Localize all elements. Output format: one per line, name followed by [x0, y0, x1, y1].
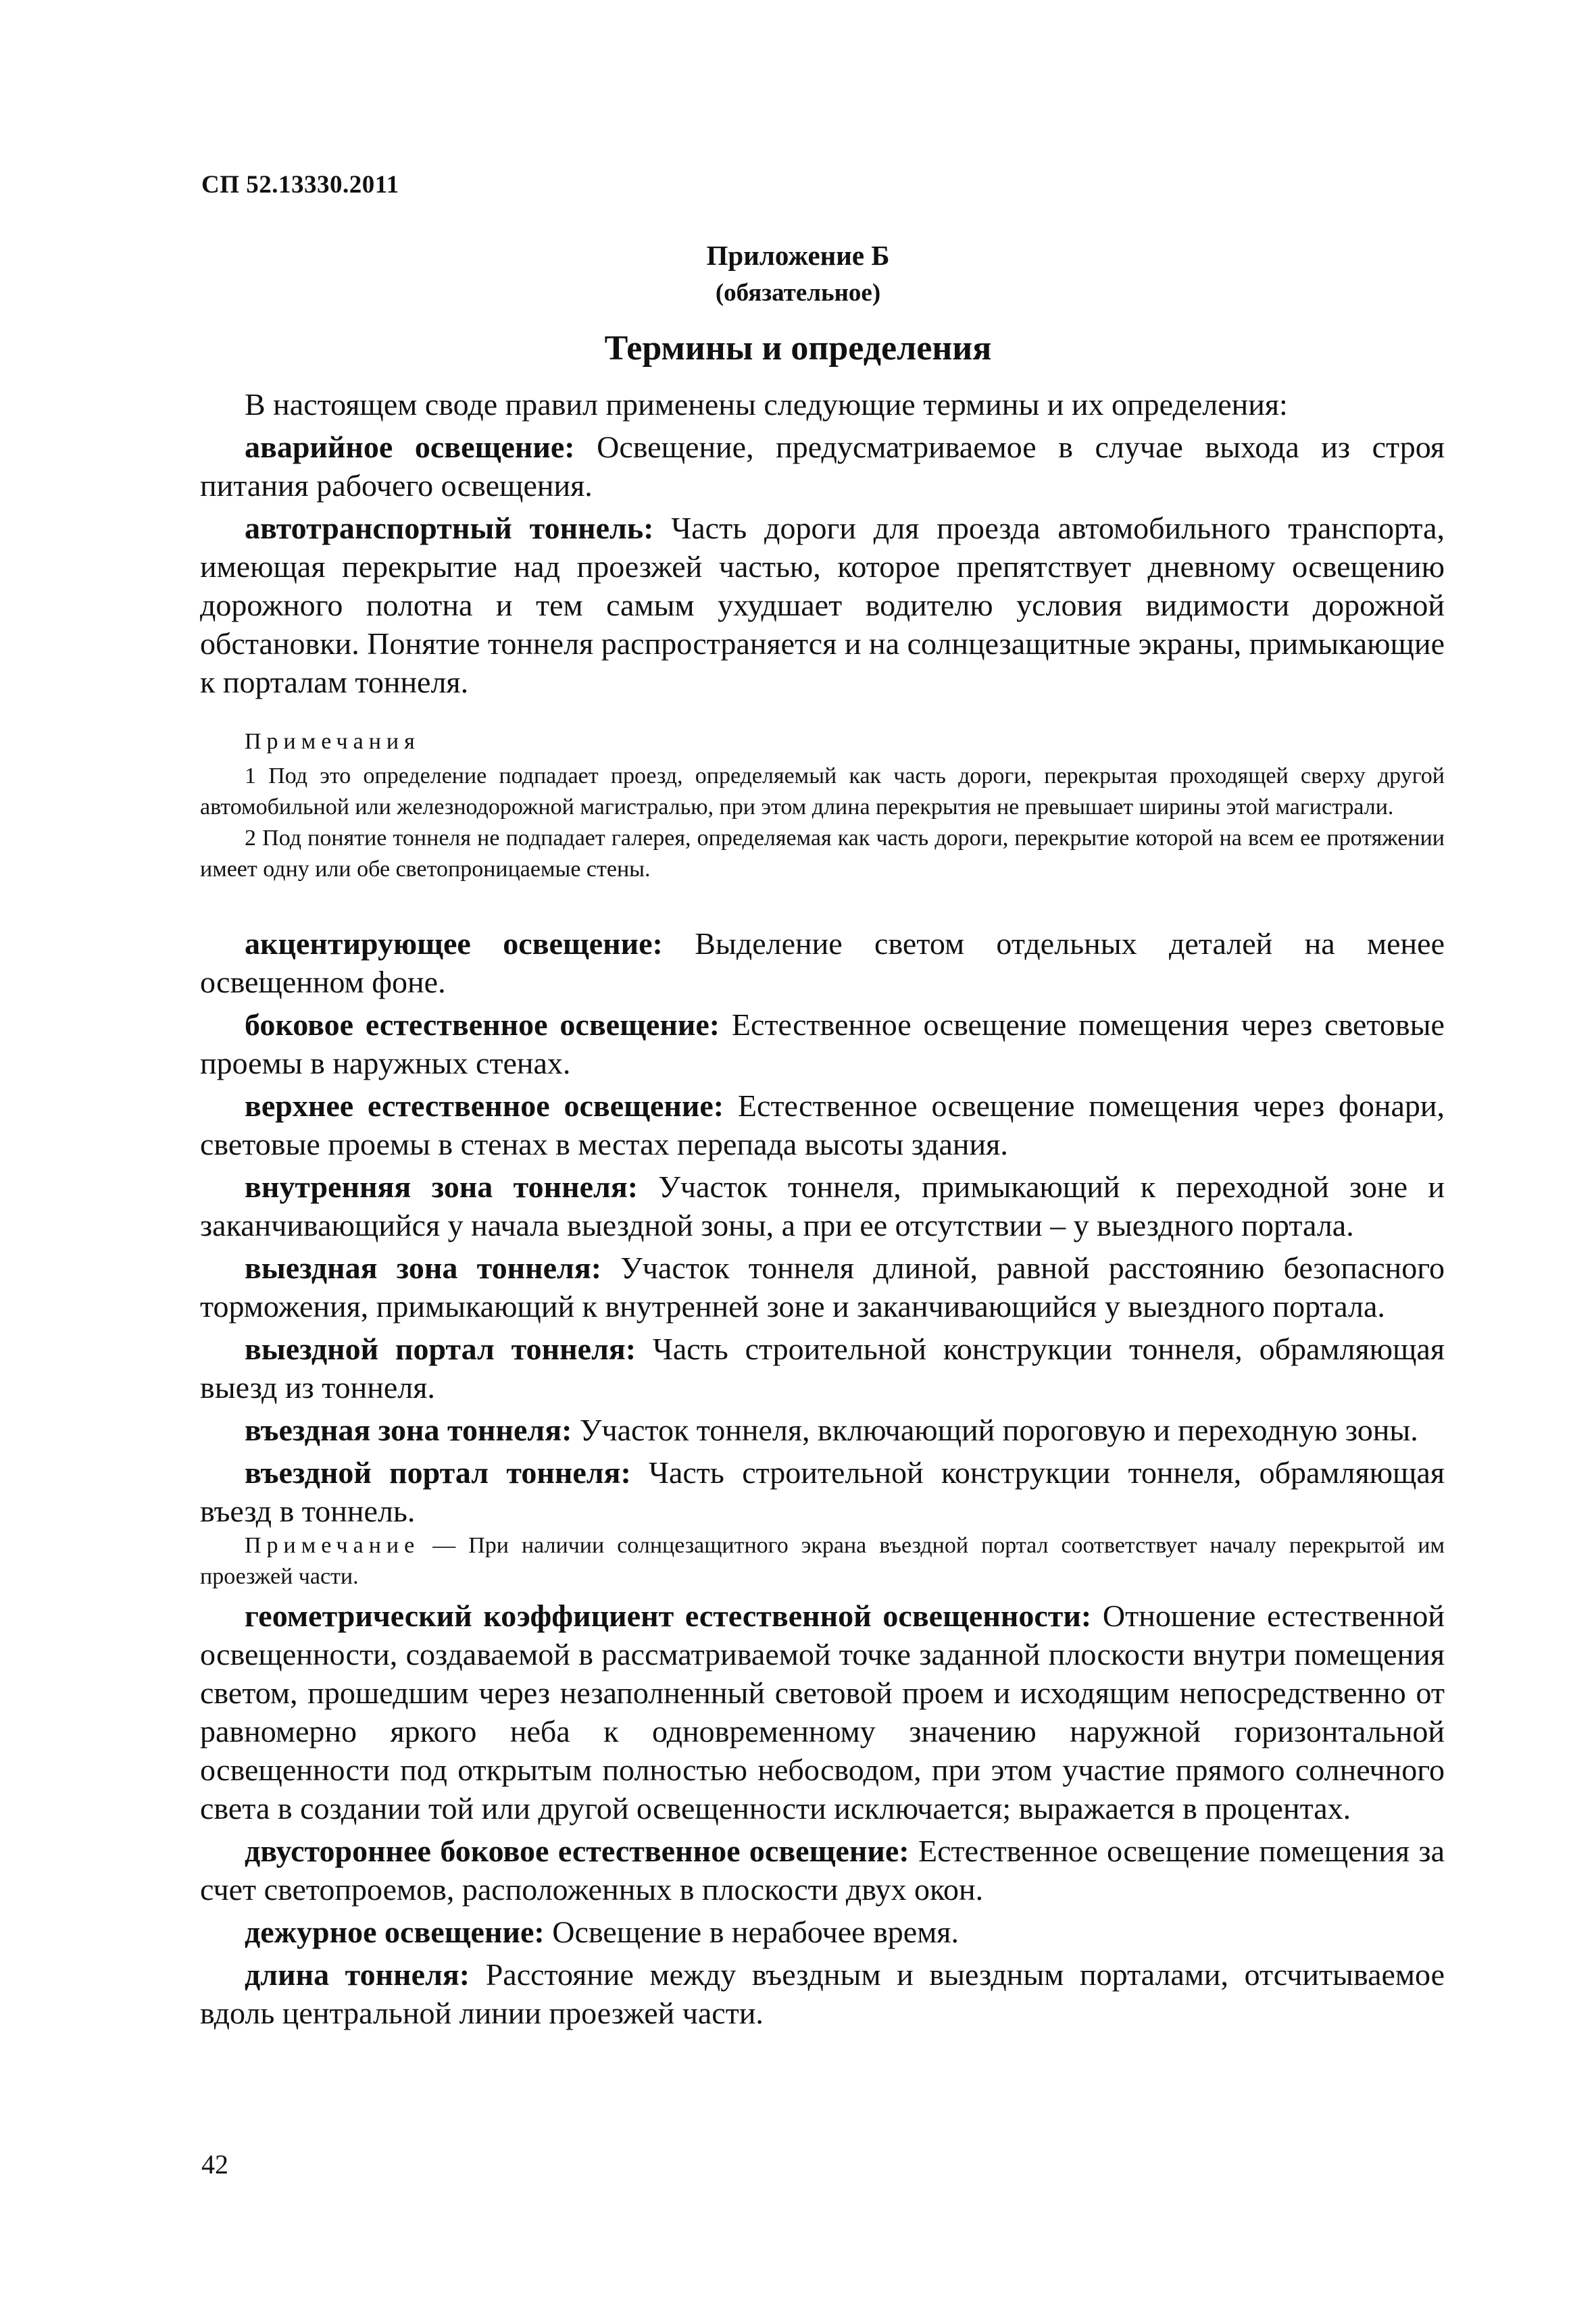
- term-entry: [200, 428, 1445, 505]
- term: двустороннее боковое естественное освещение:: [245, 1834, 909, 1868]
- term-entry: [200, 1249, 1445, 1326]
- page-number: 42: [201, 2149, 228, 2180]
- term-entry: [200, 1596, 1445, 1828]
- term-entry: [200, 1086, 1445, 1163]
- definition: Участок тоннеля, примыкающий к переходной зоне и заканчивающийся у начала выездной зоны, а при ее отсутствии – у выездного портала.: [200, 1169, 1445, 1242]
- definition: Часть строительной конструкции тоннеля, обрамляющая выезд из тоннеля.: [200, 1332, 1445, 1405]
- definition: Участок тоннеля, включающий пороговую и переходную зоны.: [572, 1413, 1418, 1447]
- term: въездной портал тоннеля:: [245, 1455, 631, 1490]
- term-entry: [200, 1832, 1445, 1909]
- definition: Освещение в нерабочее время.: [544, 1915, 959, 1949]
- term: длина тоннеля:: [245, 1957, 470, 1992]
- term: внутренняя зона тоннеля:: [245, 1169, 639, 1204]
- note-single: [200, 1530, 1445, 1592]
- document-body: [200, 385, 1445, 2032]
- definition: Расстояние между въездным и выездным порталами, отсчитываемое вдоль центральной линии проезжей части.: [200, 1957, 1445, 2030]
- definition: Выделение светом отдельных деталей на менее освещенном фоне.: [200, 926, 1445, 999]
- term-entry: [200, 1330, 1445, 1407]
- term-entry: [200, 1167, 1445, 1244]
- definition: Часть строительной конструкции тоннеля, обрамляющая въезд в тоннель.: [200, 1455, 1445, 1528]
- document-code: СП 52.13330.2011: [201, 171, 399, 199]
- note-text: — При наличии солнцезащитного экрана въездной портал соответствует началу перекрытой им проезжей части.: [200, 1533, 1445, 1589]
- notes-block: [200, 727, 1445, 885]
- term: геометрический коэффициент естественной освещенности:: [245, 1599, 1092, 1633]
- intro-paragraph: В настоящем своде правил применены следующие термины и их определения:: [245, 387, 1288, 422]
- term-entry: [200, 1005, 1445, 1082]
- term: дежурное освещение:: [245, 1915, 545, 1949]
- term: аварийное освещение:: [245, 430, 575, 464]
- term-entry: [200, 509, 1445, 701]
- definition: Естественное освещение помещения через фонари, световые проемы в стенах в местах перепада высоты здания.: [200, 1088, 1445, 1161]
- note-label: Примечание: [245, 1533, 420, 1558]
- notes-heading: Примечания: [245, 729, 420, 754]
- definition: Естественное освещение помещения за счет светопроемов, расположенных в плоскости двух окон.: [200, 1834, 1445, 1907]
- term: въездная зона тоннеля:: [245, 1413, 572, 1447]
- term-entry: [200, 1453, 1445, 1530]
- note-item: 2 Под понятие тоннеля не подпадает галерея, определяемая как часть дороги, перекрытие которой на всем ее протяжении имеет одну или обе светопроницаемые стены.: [200, 826, 1445, 882]
- term-entry: [200, 1955, 1445, 2032]
- term: верхнее естественное освещение:: [245, 1088, 724, 1123]
- term: выездная зона тоннеля:: [245, 1251, 602, 1285]
- section-title: Термины и определения: [604, 329, 992, 368]
- term: автотранспортный тоннель:: [245, 511, 654, 545]
- term: акцентирующее освещение:: [245, 926, 663, 961]
- term: боковое естественное освещение:: [245, 1007, 720, 1042]
- definition: Участок тоннеля длиной, равной расстоянию безопасного торможения, примыкающий к внутренней зоне и заканчивающийся у выездного портала.: [200, 1251, 1445, 1324]
- appendix-title: Приложение Б: [706, 240, 890, 271]
- term: выездной портал тоннеля:: [245, 1332, 637, 1366]
- appendix-status: (обязательное): [715, 279, 881, 307]
- definition: Освещение, предусматриваемое в случае выхода из строя питания рабочего освещения.: [200, 430, 1445, 503]
- term-entry: [200, 1411, 1445, 1449]
- definition: Часть дороги для проезда автомобильного транспорта, имеющая перекрытие над проезжей частью, которое препятствует дневному освещению дорожного полотна и тем самым ухудшает водителю условия видимости дорожной обстановки. Понятие тоннеля распространяется и на солнцезащитные экраны, примыкающие к порталам тоннеля.: [200, 511, 1445, 699]
- definition: Отношение естественной освещенности, создаваемой в рассматриваемой точке заданной плоскости внутри помещения светом, прошедшим через незаполненный световой проем и исходящим непосредственно от равномерно яркого неба к одновременному значению наружной горизонтальной освещенности под открытым полностью небосводом, при этом участие прямого солнечного света в создании той или другой освещенности исключается; выражается в процентах.: [200, 1599, 1445, 1826]
- term-entry: [200, 1913, 1445, 1951]
- note-item: 1 Под это определение подпадает проезд, определяемый как часть дороги, перекрытая проходящей сверху другой автомобильной или железнодорожной магистралью, при этом длина перекрытия не превышает ширины этой магистрали.: [200, 763, 1445, 820]
- definition: Естественное освещение помещения через световые проемы в наружных стенах.: [200, 1007, 1445, 1080]
- term-entry: [200, 924, 1445, 1001]
